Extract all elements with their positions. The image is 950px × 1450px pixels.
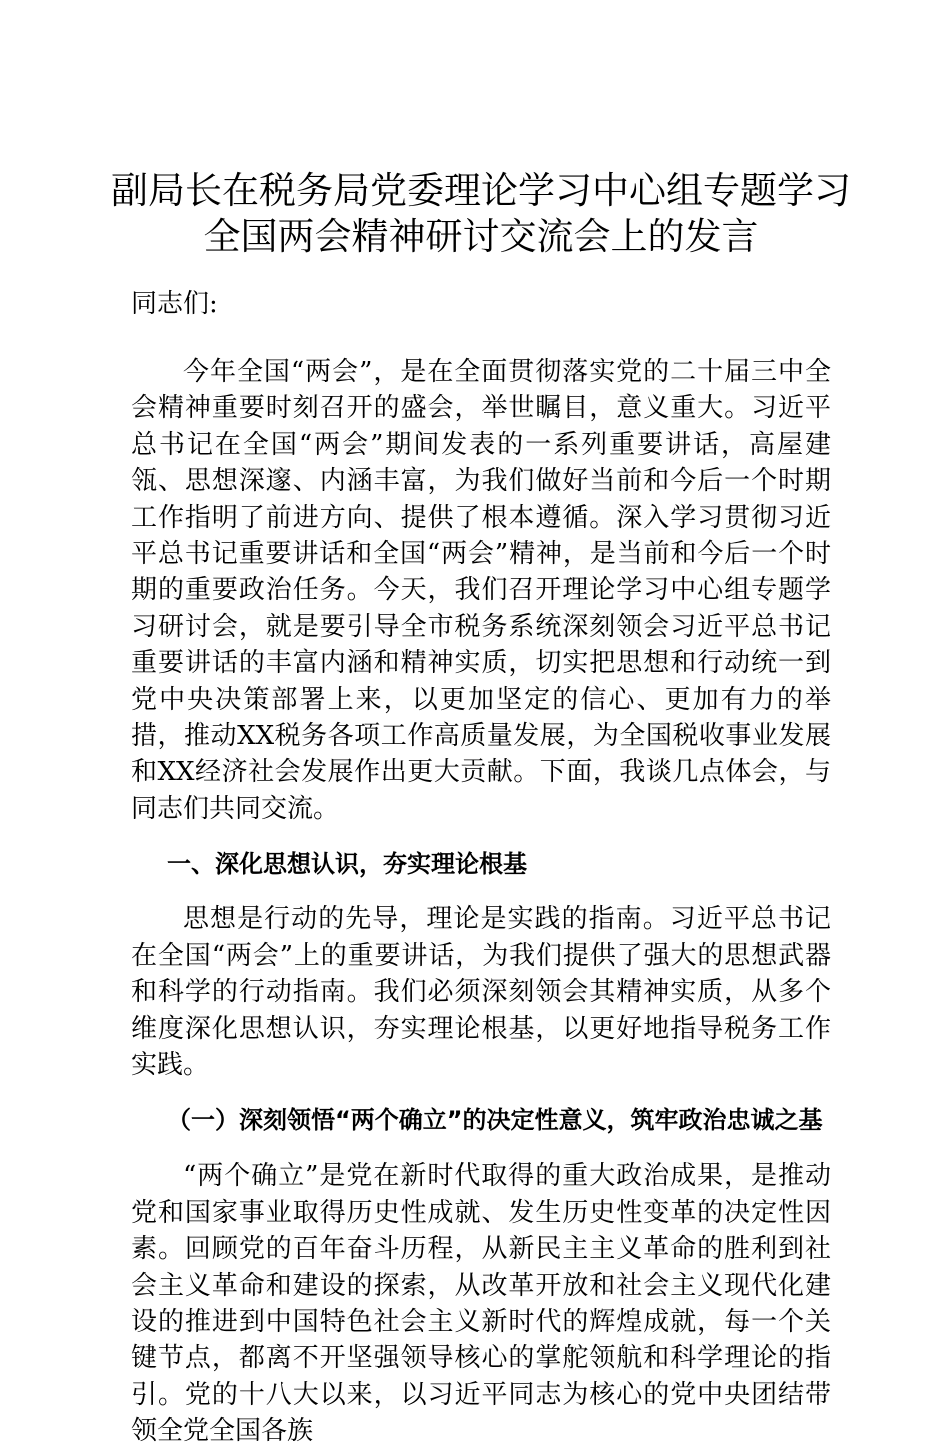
paragraph-subsection-1: “两个确立”是党在新时代取得的重大政治成果，是推动党和国家事业取得历史性成就、发生历史性变革的决定性因素。回顾党的百年奋斗历程，从新民主主义革命的胜利到社会主义革命和建设的探索，从改革开放和社会主义现代化建设的推进到中国特色社会主义新时代的辉煌成就，每一个关键节点，都离不开坚强领导核心的掌舵领航和科学理论的指引。党的十八大以来，以习近平同志为核心的党中央团结带领全党全国各族 xyxy=(131,1161,831,1447)
document-title xyxy=(111,168,851,260)
paragraph-section-1: 思想是行动的先导，理论是实践的指南。习近平总书记在全国“两会”上的重要讲话，为我们提供了强大的思想武器和科学的行动指南。我们必须深刻领会其精神实质，从多个维度深化思想认识，夯实理论根基，以更好地指导税务工作实践。 xyxy=(131,904,831,1080)
title-line-2: 全国两会精神研讨交流会上的发言 xyxy=(203,215,759,258)
document-page xyxy=(111,168,851,1450)
title-line-1: 副局长在税务局党委理论学习中心组专题学习 xyxy=(111,169,851,212)
section-heading-1: 一、深化思想认识，夯实理论根基 xyxy=(167,850,527,879)
salutation: 同志们: xyxy=(131,289,218,319)
paragraph-intro: 今年全国“两会”，是在全面贯彻落实党的二十届三中全会精神重要时刻召开的盛会，举世瞩目，意义重大。习近平总书记在全国“两会”期间发表的一系列重要讲话，高屋建瓴、思想深邃、内涵丰富，为我们做好当前和今后一个时期工作指明了前进方向、提供了根本遵循。深入学习贯彻习近平总书记重要讲话和全国“两会”精神，是当前和今后一个时期的重要政治任务。今天，我们召开理论学习中心组专题学习研讨会，就是要引导全市税务系统深刻领会习近平总书记重要讲话的丰富内涵和精神实质，切实把思想和行动统一到党中央决策部署上来，以更加坚定的信心、更加有力的举措，推动XX税务各项工作高质量发展，为全国税收事业发展和XX经济社会发展作出更大贡献。下面，我谈几点体会，与同志们共同交流。 xyxy=(131,357,831,824)
subsection-heading-1: （一）深刻领悟“两个确立”的决定性意义，筑牢政治忠诚之基 xyxy=(167,1106,823,1135)
